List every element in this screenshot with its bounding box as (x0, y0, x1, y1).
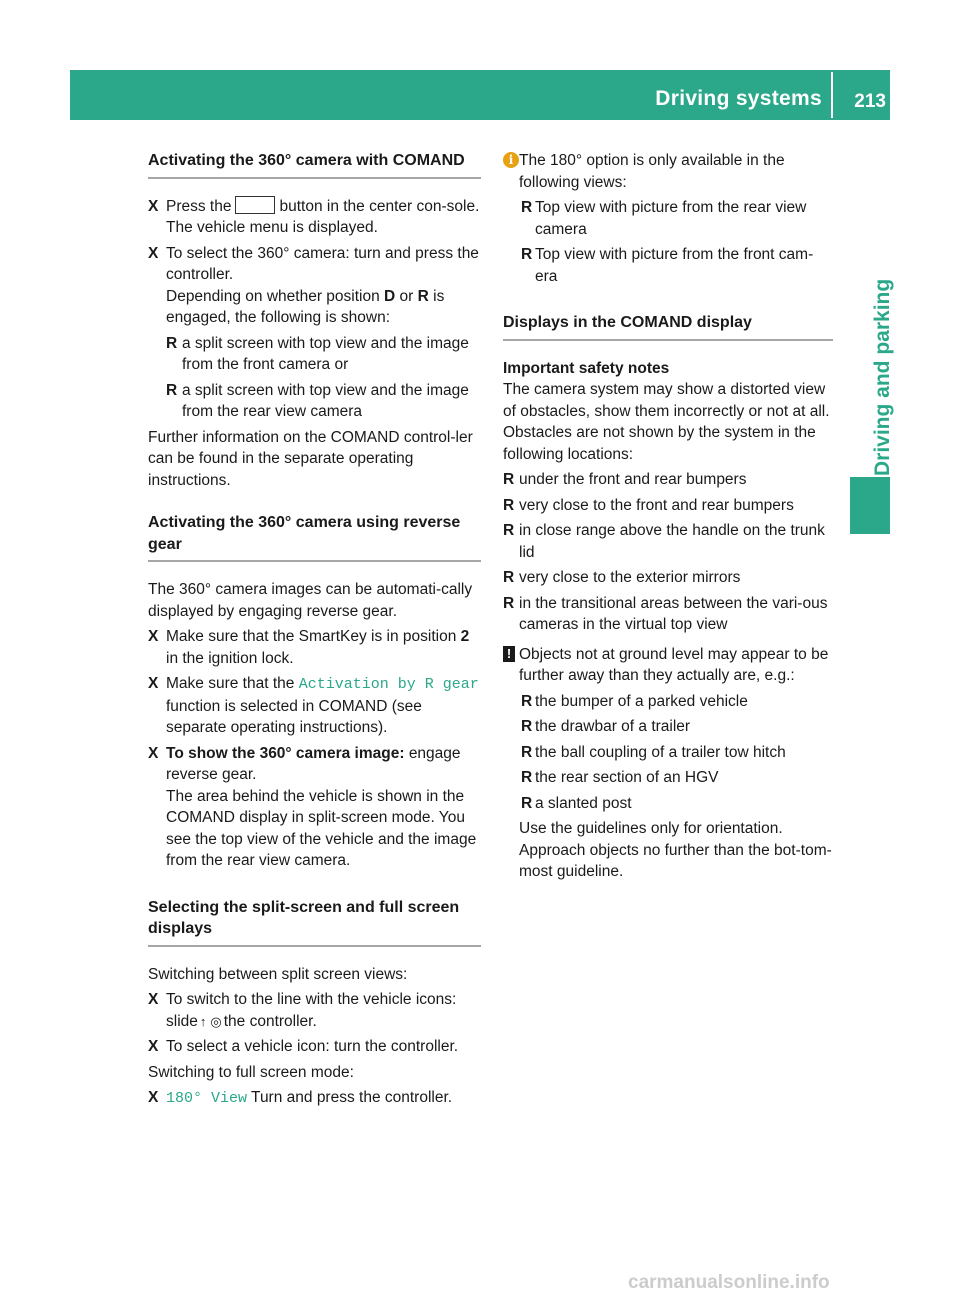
controller-knob-icon: ◎ (210, 1013, 222, 1029)
heading-comand-display: Displays in the COMAND display (503, 312, 833, 341)
list-item: R a split screen with top view and the image from the front camera or (166, 334, 469, 373)
heading-camera-comand: Activating the 360° camera with COMAND (148, 150, 481, 179)
bullet-marker: R (166, 381, 178, 399)
bullet-marker: R (503, 471, 515, 488)
left-column (148, 150, 481, 1114)
info-note: i The 180° option is only available in the following views: (503, 150, 833, 193)
step-smartkey: X Make sure that the SmartKey is in position 2 in the ignition lock. (148, 628, 470, 667)
list-item: R under the front and rear bumpers (503, 469, 833, 491)
bullet-marker: R (521, 692, 533, 710)
bullet-marker: R (521, 769, 533, 786)
paragraph: Further information on the COMAND control-ler can be found in the separate operating instructions. (148, 428, 473, 489)
step-marker: X (148, 1038, 159, 1055)
info-icon: i (503, 152, 519, 168)
step-marker: X (148, 244, 159, 262)
arrow-up-icon: ↑ (199, 1013, 207, 1029)
paragraph: The camera system may show a distorted view of obstacles, show them incorrectly or not at all. Obstacles are not shown by the system in the following locations: (503, 381, 830, 463)
step-activation-function: X Make sure that the Activation by R gear function is selected in COMAND (see separate operating instructions). (148, 675, 479, 736)
paragraph: Switching between split screen views: (148, 965, 408, 983)
list-item: R the ball coupling of a trailer tow hitch (503, 742, 833, 764)
chapter-label: Driving and parking (871, 278, 894, 476)
menu-item-activation: Activation by R gear (298, 676, 479, 693)
warning-icon: ! (503, 646, 515, 662)
list-item: R in the transitional areas between the vari-ous cameras in the virtual top view (503, 594, 828, 633)
step-full-screen: X 180° View Turn and press the controller. (148, 1089, 453, 1107)
list-item: R Top view with picture from the front cam-era (521, 246, 814, 285)
bullet-marker: R (521, 794, 533, 812)
subheading-safety: Important safety notes (503, 359, 670, 377)
header-divider (831, 72, 833, 118)
list-item: R Top view with picture from the rear view camera (521, 199, 807, 238)
list-item: R the drawbar of a trailer (503, 716, 833, 738)
page-number: 213 (854, 91, 886, 112)
list-item: R the rear section of an HGV (503, 767, 833, 789)
warning-note: ! Objects not at ground level may appear to be further away than they actually are, e.g.: (503, 644, 833, 687)
step-marker: X (148, 991, 159, 1008)
step-marker: X (148, 1089, 159, 1106)
menu-item-180-view: 180° View (166, 1090, 248, 1107)
bullet-marker: R (503, 522, 515, 539)
bullet-marker: R (521, 743, 533, 761)
paragraph: The 360° camera images can be automati-cally displayed by engaging reverse gear. (148, 581, 473, 620)
right-column (503, 150, 833, 883)
list-item: R a slanted post (503, 793, 833, 815)
paragraph: Switching to full screen mode: (148, 1063, 354, 1081)
vehicle-button-icon (235, 196, 275, 214)
heading-reverse-gear: Activating the 360° camera using reverse gear (148, 512, 481, 562)
bullet-marker: R (521, 246, 533, 263)
bullet-marker: R (166, 334, 178, 352)
step-marker: X (148, 628, 159, 645)
list-item: R a split screen with top view and the image from the rear view camera (166, 381, 469, 420)
bullet-marker: R (521, 199, 533, 216)
bullet-marker: R (503, 569, 515, 586)
chapter-marker (850, 477, 890, 534)
step-show-image: X To show the 360° camera image: engage reverse gear. The area behind the vehicle is shown in the COMAND display in split-screen mode. You see the top view of the vehicle and the image from the rear view camera. (148, 744, 477, 869)
bullet-marker: R (521, 718, 533, 735)
step-select-icon: X To select a vehicle icon: turn the controller. (148, 1036, 481, 1058)
bullet-marker: R (503, 496, 515, 514)
step-press-button: X Press the button in the center con-sole. The vehicle menu is displayed. (148, 197, 480, 236)
bullet-marker: R (503, 594, 515, 612)
header-bar (70, 70, 890, 120)
step-marker: X (148, 197, 159, 215)
step-select-camera: X To select the 360° camera: turn and press the controller. Depending on whether position D or R is engaged, the following is shown: (148, 244, 479, 326)
list-item: R very close to the front and rear bumpers (503, 495, 833, 517)
list-item: R the bumper of a parked vehicle (503, 691, 833, 713)
watermark: carmanualsonline.info (628, 1272, 830, 1293)
step-switch-line: X To switch to the line with the vehicle icons: slide ↑ ◎ the controller. (148, 989, 481, 1032)
paragraph: Use the guidelines only for orientation. Approach objects no further than the bot-tom-most guideline. (519, 820, 832, 880)
list-item: R in close range above the handle on the trunk lid (503, 522, 825, 561)
step-marker: X (148, 744, 159, 762)
heading-split-screen: Selecting the split-screen and full screen displays (148, 897, 481, 947)
step-marker: X (148, 675, 159, 692)
list-item: R very close to the exterior mirrors (503, 567, 833, 589)
section-title: Driving systems (655, 87, 822, 110)
